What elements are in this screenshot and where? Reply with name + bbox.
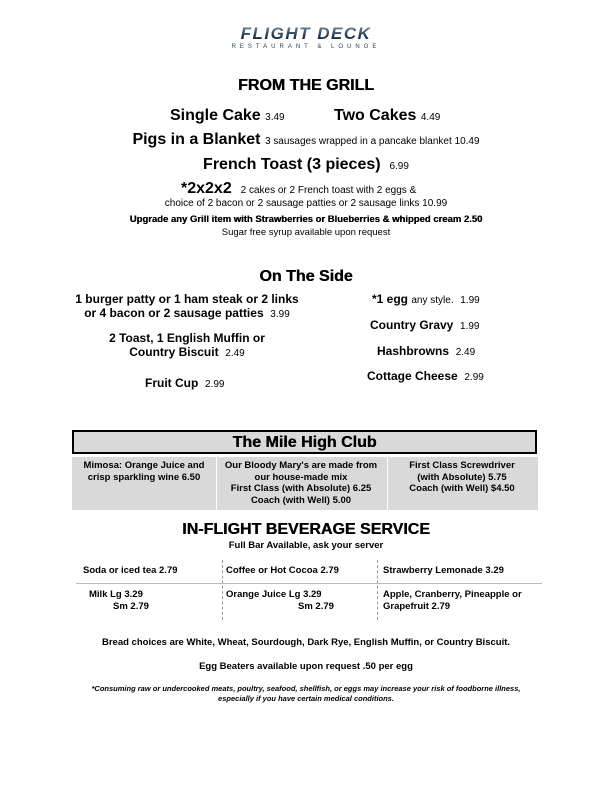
single-cake-item — [170, 107, 285, 125]
side-meat-line1: 1 burger patty or 1 ham steak or 2 links — [75, 292, 299, 306]
single-cake-name: Single Cake — [170, 107, 261, 124]
twobytwo-item — [181, 180, 416, 198]
two-cakes-name: Two Cakes — [334, 107, 417, 124]
mile-high-header — [72, 430, 537, 454]
fruit-cup-item — [145, 376, 224, 392]
french-toast-name: French Toast (3 pieces) — [203, 156, 381, 173]
side-title: On The Side — [259, 268, 353, 285]
logo-name: FLIGHT DECK — [240, 24, 372, 43]
coffee-item: Coffee or Hot Cocoa 2.79 — [226, 565, 339, 576]
twobytwo-desc-1: 2 cakes or 2 French toast with 2 eggs & — [240, 185, 417, 196]
side-meat-item — [62, 292, 312, 322]
mile-high-columns — [72, 457, 538, 510]
side-meat-price: 3.99 — [270, 309, 290, 320]
beverage-subtitle: Full Bar Available, ask your server — [228, 540, 384, 551]
bloody-mary-item — [217, 460, 385, 506]
soda-item: Soda or iced tea 2.79 — [83, 565, 178, 576]
sugar-free-note: Sugar free syrup available upon request — [221, 227, 391, 238]
grill-title: FROM THE GRILL — [238, 77, 374, 94]
bloody-mary-line3: First Class (with Absolute) 6.25 — [230, 483, 372, 494]
pigs-item — [0, 131, 612, 149]
food-safety-disclaimer — [0, 684, 612, 704]
orange-juice-item — [226, 589, 334, 612]
bloody-mary-line1: Our Bloody Mary's are made from — [224, 460, 378, 471]
hashbrowns-item — [377, 344, 475, 360]
milk-item — [89, 589, 149, 612]
disclaimer-line1: *Consuming raw or undercooked meats, poultry, seafood, shellfish, or eggs may increase your risk of foodborne illness, — [91, 684, 521, 693]
side-toast-item — [62, 331, 312, 361]
twobytwo-name: *2x2x2 — [181, 180, 232, 197]
hashbrowns-price: 2.49 — [455, 347, 476, 358]
juices-line1: Apple, Cranberry, Pineapple or — [383, 589, 522, 600]
fruit-cup-price: 2.99 — [205, 379, 225, 390]
egg-name: *1 egg — [372, 292, 409, 306]
mimosa-item — [74, 460, 214, 483]
egg-desc: any style. — [411, 295, 454, 306]
gravy-item — [370, 318, 480, 334]
mimosa-line1: Mimosa: Orange Juice and — [83, 460, 205, 471]
lemonade-item: Strawberry Lemonade 3.29 — [383, 565, 504, 576]
disclaimer-line2: especially if you have certain medical conditions. — [218, 694, 394, 703]
milk-lg: Milk Lg 3.29 — [89, 589, 143, 600]
french-toast-item — [0, 156, 612, 174]
table-row-divider — [76, 583, 542, 584]
cottage-cheese-name: Cottage Cheese — [367, 369, 458, 383]
french-toast-price: 6.99 — [389, 161, 409, 172]
milk-sm: Sm 2.79 — [113, 600, 149, 612]
screwdriver-line3: Coach (with Well) $4.50 — [409, 483, 515, 494]
fruit-cup-name: Fruit Cup — [145, 376, 199, 390]
orange-juice-sm: Sm 2.79 — [298, 600, 334, 612]
mile-high-section — [72, 430, 538, 510]
beverage-title: IN-FLIGHT BEVERAGE SERVICE — [182, 521, 430, 538]
screwdriver-item — [388, 460, 536, 495]
side-meat-line2: or 4 bacon or 2 sausage patties — [84, 306, 264, 320]
screwdriver-line2: (with Absolute) 5.75 — [417, 471, 507, 483]
side-toast-line2: Country Biscuit — [129, 345, 219, 359]
side-toast-line1: 2 Toast, 1 English Muffin or — [109, 331, 265, 345]
cottage-cheese-price: 2.99 — [464, 372, 484, 383]
pigs-name: Pigs in a Blanket — [132, 131, 261, 148]
screwdriver-line1: First Class Screwdriver — [409, 460, 515, 471]
table-divider — [377, 560, 378, 620]
orange-juice-lg: Orange Juice Lg 3.29 — [226, 589, 322, 600]
gravy-price: 1.99 — [460, 321, 480, 332]
table-divider — [222, 560, 223, 620]
side-toast-price: 2.49 — [225, 348, 245, 359]
hashbrowns-name: Hashbrowns — [377, 344, 450, 358]
two-cakes-price: 4.49 — [420, 112, 441, 123]
mile-high-title: The Mile High Club — [232, 434, 377, 451]
egg-item — [372, 292, 480, 308]
single-cake-price: 3.49 — [265, 112, 285, 123]
egg-price: 1.99 — [460, 295, 480, 306]
two-cakes-item — [334, 107, 440, 125]
upgrade-note: Upgrade any Grill item with Strawberries or Blueberries & whipped cream 2.50 — [129, 214, 483, 225]
bloody-mary-line2: our house-made mix — [254, 471, 348, 483]
bloody-mary-line4: Coach (with Well) 5.00 — [250, 494, 352, 506]
egg-beaters-note: Egg Beaters available upon request .50 per egg — [199, 661, 413, 672]
logo-subtitle: RESTAURANT & LOUNGE — [231, 44, 381, 50]
twobytwo-desc-2: choice of 2 bacon or 2 sausage patties or 2 sausage links 10.99 — [164, 198, 448, 209]
bread-choices: Bread choices are White, Wheat, Sourdough, Dark Rye, English Muffin, or Country Biscuit. — [101, 637, 511, 648]
gravy-name: Country Gravy — [370, 318, 454, 332]
juices-item — [383, 589, 522, 612]
restaurant-logo — [0, 26, 612, 51]
juices-line2: Grapefruit 2.79 — [383, 600, 451, 612]
pigs-desc: 3 sausages wrapped in a pancake blanket 10.49 — [264, 136, 480, 147]
mimosa-line2: crisp sparkling wine 6.50 — [87, 471, 201, 483]
cottage-cheese-item — [367, 369, 484, 385]
